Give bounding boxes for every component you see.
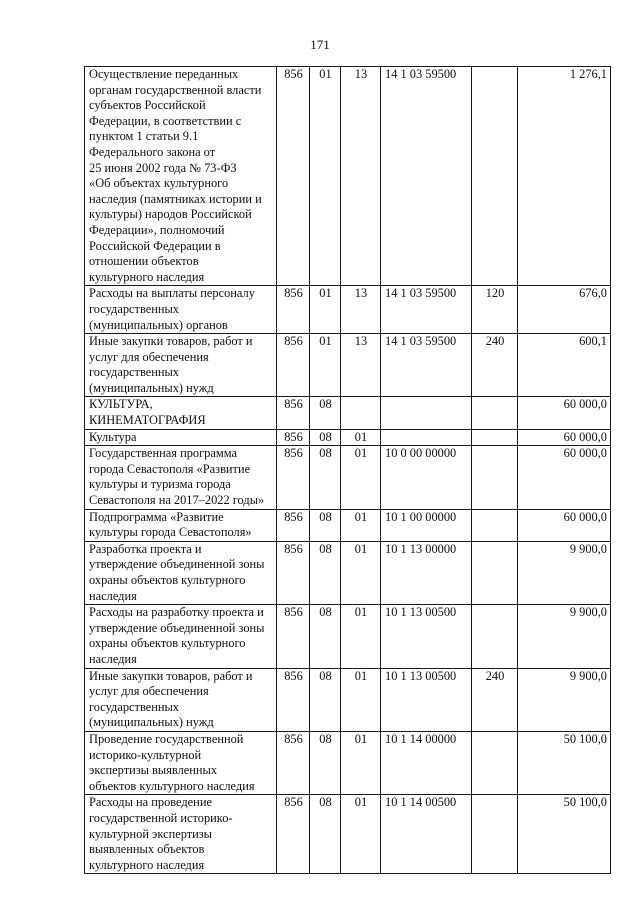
expense-name-line: Культура [89, 429, 137, 444]
expense-name-line: органам государственной власти [89, 82, 262, 97]
table-row [85, 397, 611, 429]
expense-name-line: Севастополя на 2017–2022 годы» [89, 493, 265, 508]
amount-cell: 676,0 [518, 286, 611, 334]
expense-name-line: Расходы на выплаты персоналу [89, 286, 255, 301]
amount-cell: 9 900,0 [518, 668, 611, 731]
expense-name-line: наследия [89, 651, 137, 666]
target-article-cell: 10 1 00 00000 [381, 509, 472, 541]
expense-name-line: Федерации», полномочий [89, 222, 225, 237]
section-code-cell: 08 [310, 605, 341, 668]
subsection-code-cell [341, 397, 381, 429]
budget-table [84, 66, 611, 874]
expense-name-line: культурной экспертизы [89, 826, 213, 841]
amount-cell: 60 000,0 [518, 509, 611, 541]
expense-name-line: Проведение государственной [89, 731, 244, 746]
target-article-cell: 14 1 03 59500 [381, 67, 472, 286]
expense-name-cell [85, 605, 277, 668]
expense-type-cell [472, 429, 518, 446]
grbs-code-cell: 856 [277, 541, 310, 604]
amount-cell: 60 000,0 [518, 446, 611, 509]
section-code-cell: 01 [310, 286, 341, 334]
expense-name-line: историко-культурной [89, 747, 202, 762]
expense-name-cell [85, 67, 277, 286]
expense-name-line: утверждение объединенной зоны [89, 557, 265, 572]
subsection-code-cell: 13 [341, 334, 381, 397]
expense-type-cell [472, 795, 518, 874]
expense-name-cell [85, 334, 277, 397]
expense-name-cell [85, 509, 277, 541]
table-row [85, 509, 611, 541]
expense-type-cell: 240 [472, 668, 518, 731]
table-row [85, 795, 611, 874]
section-code-cell: 08 [310, 731, 341, 794]
expense-name-cell [85, 668, 277, 731]
expense-name-line: охраны объектов культурного [89, 636, 246, 651]
section-code-cell: 08 [310, 446, 341, 509]
expense-name-line: культуры города Севастополя» [89, 525, 252, 540]
expense-name-line: (муниципальных) органов [89, 317, 228, 332]
expense-name-line: культурного наследия [89, 857, 205, 872]
target-article-cell: 10 1 13 00500 [381, 668, 472, 731]
expense-name-line: Федерального закона от [89, 144, 216, 159]
grbs-code-cell: 856 [277, 286, 310, 334]
expense-name-cell [85, 731, 277, 794]
subsection-code-cell: 01 [341, 795, 381, 874]
target-article-cell: 14 1 03 59500 [381, 286, 472, 334]
expense-type-cell [472, 397, 518, 429]
expense-name-line: Расходы на проведение [89, 795, 212, 810]
expense-name-line: наследия (памятниках истории и [89, 191, 262, 206]
expense-name-line: субъектов Российской [89, 98, 206, 113]
section-code-cell: 08 [310, 541, 341, 604]
expense-name-line: утверждение объединенной зоны [89, 620, 265, 635]
grbs-code-cell: 856 [277, 795, 310, 874]
table-row [85, 605, 611, 668]
target-article-cell: 10 0 00 00000 [381, 446, 472, 509]
expense-name-line: Подпрограмма «Развитие [89, 509, 224, 524]
expense-name-line: услуг для обеспечения [89, 349, 209, 364]
section-code-cell: 01 [310, 334, 341, 397]
amount-cell: 1 276,1 [518, 67, 611, 286]
expense-type-cell [472, 731, 518, 794]
grbs-code-cell: 856 [277, 446, 310, 509]
amount-cell: 600,1 [518, 334, 611, 397]
table-row [85, 286, 611, 334]
expense-name-line: Иные закупки товаров, работ и [89, 334, 253, 349]
amount-cell: 50 100,0 [518, 731, 611, 794]
expense-name-line: культуры и туризма города [89, 477, 231, 492]
expense-name-cell [85, 286, 277, 334]
expense-name-line: Федерации, в соответствии с [89, 113, 242, 128]
expense-type-cell [472, 605, 518, 668]
section-code-cell: 08 [310, 429, 341, 446]
expense-name-line: (муниципальных) нужд [89, 715, 214, 730]
amount-cell: 9 900,0 [518, 605, 611, 668]
expense-type-cell: 240 [472, 334, 518, 397]
expense-name-line: государственных [89, 365, 180, 380]
expense-name-cell [85, 446, 277, 509]
section-code-cell: 08 [310, 668, 341, 731]
expense-name-line: Осуществление переданных [89, 67, 239, 81]
amount-cell: 9 900,0 [518, 541, 611, 604]
expense-name-line: объектов культурного наследия [89, 778, 255, 793]
target-article-cell: 10 1 14 00000 [381, 731, 472, 794]
grbs-code-cell: 856 [277, 334, 310, 397]
expense-type-cell [472, 541, 518, 604]
expense-type-cell: 120 [472, 286, 518, 334]
amount-cell: 50 100,0 [518, 795, 611, 874]
expense-name-cell [85, 541, 277, 604]
expense-name-line: отношении объектов [89, 254, 199, 269]
grbs-code-cell: 856 [277, 509, 310, 541]
subsection-code-cell: 01 [341, 429, 381, 446]
expense-name-line: государственной историко- [89, 810, 233, 825]
expense-name-line: КИНЕМАТОГРАФИЯ [89, 413, 206, 428]
target-article-cell: 10 1 13 00500 [381, 605, 472, 668]
subsection-code-cell: 13 [341, 67, 381, 286]
section-code-cell: 08 [310, 795, 341, 874]
expense-name-cell [85, 795, 277, 874]
section-code-cell: 08 [310, 397, 341, 429]
target-article-cell: 10 1 13 00000 [381, 541, 472, 604]
expense-name-line: пунктом 1 статьи 9.1 [89, 129, 199, 144]
amount-cell: 60 000,0 [518, 397, 611, 429]
table-row [85, 429, 611, 446]
target-article-cell [381, 429, 472, 446]
subsection-code-cell: 01 [341, 541, 381, 604]
subsection-code-cell: 13 [341, 286, 381, 334]
expense-name-line: государственных [89, 301, 180, 316]
expense-name-line: города Севастополя «Развитие [89, 461, 251, 476]
expense-type-cell [472, 67, 518, 286]
expense-name-line: наследия [89, 588, 137, 603]
expense-name-line: Иные закупки товаров, работ и [89, 668, 253, 683]
subsection-code-cell: 01 [341, 731, 381, 794]
expense-name-line: культуры) народов Российской [89, 207, 252, 222]
expense-name-line: охраны объектов культурного [89, 573, 246, 587]
expense-type-cell [472, 509, 518, 541]
grbs-code-cell: 856 [277, 429, 310, 446]
expense-type-cell [472, 446, 518, 509]
expense-name-line: (муниципальных) нужд [89, 380, 214, 395]
target-article-cell: 10 1 14 00500 [381, 795, 472, 874]
expense-name-line: Российской Федерации в [89, 238, 221, 253]
expense-name-line: КУЛЬТУРА, [89, 397, 153, 412]
expense-name-line: услуг для обеспечения [89, 684, 209, 699]
expense-name-line: выявленных объектов [89, 842, 205, 857]
target-article-cell [381, 397, 472, 429]
table-row [85, 67, 611, 286]
expense-name-line: государственных [89, 699, 180, 714]
section-code-cell: 08 [310, 509, 341, 541]
expense-name-line: Разработка проекта и [89, 541, 202, 556]
amount-cell: 60 000,0 [518, 429, 611, 446]
page-number: 171 [310, 37, 330, 52]
expense-name-line: «Об объектах культурного [89, 176, 229, 191]
table-row [85, 541, 611, 604]
subsection-code-cell: 01 [341, 668, 381, 731]
subsection-code-cell: 01 [341, 509, 381, 541]
table-row [85, 334, 611, 397]
expense-name-line: Расходы на разработку проекта и [89, 605, 264, 620]
table-row [85, 446, 611, 509]
subsection-code-cell: 01 [341, 605, 381, 668]
table-row [85, 731, 611, 794]
grbs-code-cell: 856 [277, 397, 310, 429]
expense-name-line: 25 июня 2002 года № 73-ФЗ [89, 160, 237, 175]
table-row [85, 668, 611, 731]
grbs-code-cell: 856 [277, 67, 310, 286]
grbs-code-cell: 856 [277, 731, 310, 794]
target-article-cell: 14 1 03 59500 [381, 334, 472, 397]
expense-name-line: Государственная программа [89, 446, 237, 461]
subsection-code-cell: 01 [341, 446, 381, 509]
grbs-code-cell: 856 [277, 605, 310, 668]
expense-name-cell [85, 397, 277, 429]
section-code-cell: 01 [310, 67, 341, 286]
expense-name-line: экспертизы выявленных [89, 763, 218, 778]
grbs-code-cell: 856 [277, 668, 310, 731]
expense-name-cell [85, 429, 277, 446]
expense-name-line: культурного наследия [89, 269, 205, 284]
